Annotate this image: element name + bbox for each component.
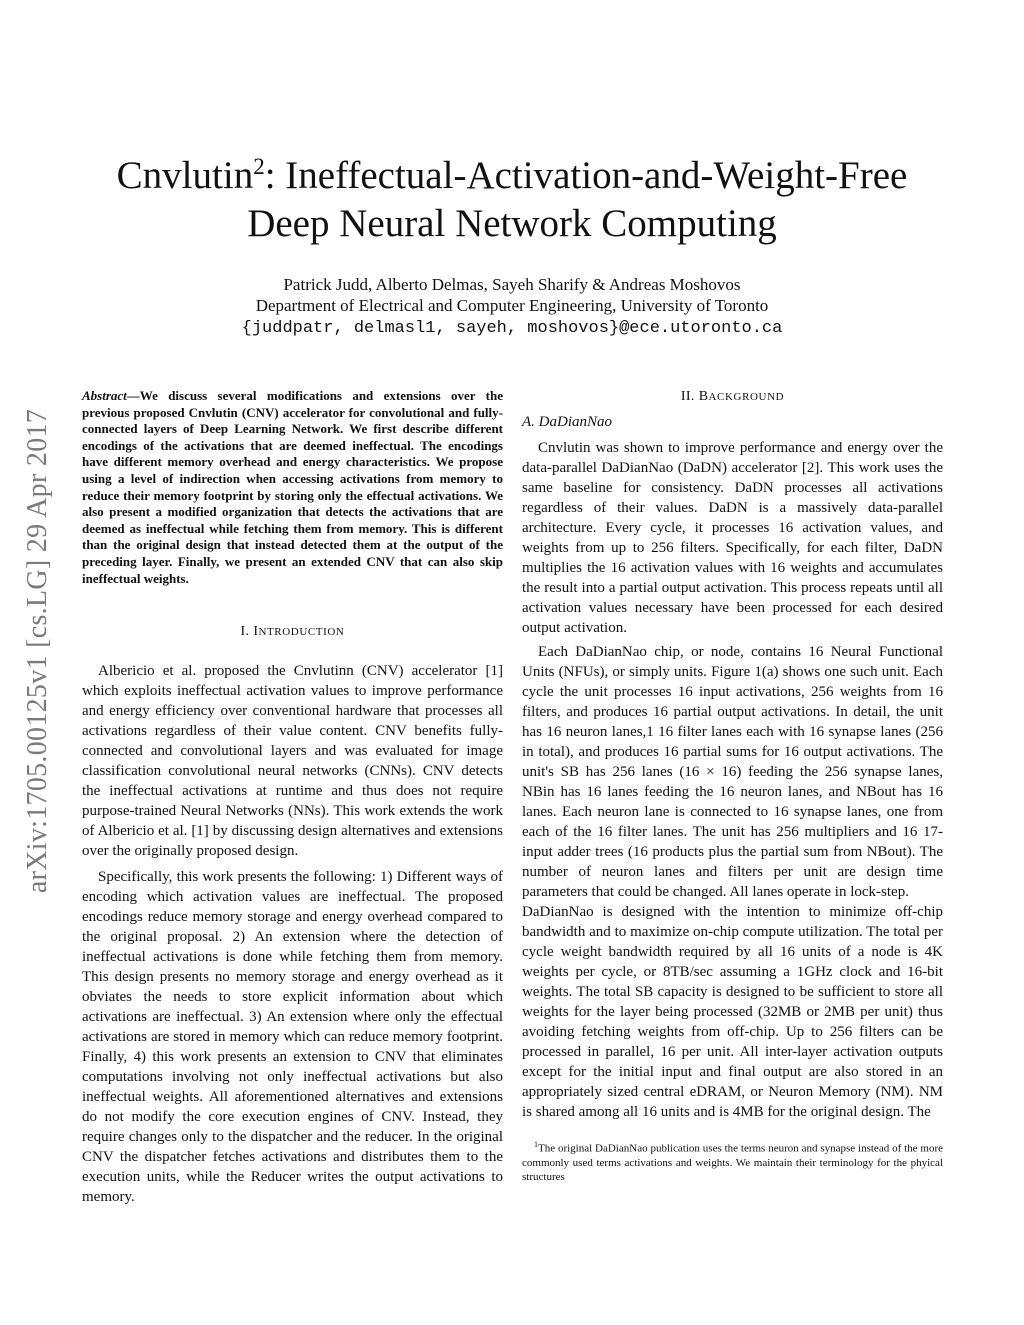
- background-paragraph-2: Each DaDianNao chip, or node, contains 16 Neural Functional Units (NFUs), or simply units. Figure 1(a) shows one such unit. Each cycle the unit processes 16 input activations, 256 weights from 16 filters, and produces 16 partial output activations. In detail, the unit has 16 neuron lanes,1 16 filter lanes each with 16 synapse lanes (256 in total), and produces 16 partial sums for 16 output activations. The unit's SB has 256 lanes (16 × 16) feeding the 256 synapse lanes, NBin has 16 lanes feeding the 16 neuron lanes, and NBout has 16 lanes. Each neuron lane is connected to 16 synapse lanes, one from each of the 16 filter lanes. The unit has 256 multipliers and 16 17-input adder trees (16 products plus the partial sum from NBout). The number of neuron lanes and filters per unit are design time parameters that could be changed. All lanes operate in lock-step.: [522, 644, 943, 900]
- footnote-mark: 1: [534, 1140, 538, 1149]
- intro-paragraph-1: Albericio et al. proposed the Cnvlutinn (CNV) accelerator [1] which exploits ineffectual activation values to improve performance and energy efficiency over conventional hardware that processes all activations regardless of their value content. CNV benefits fully-connected and convolutional layers and was evaluated for image classification convolutional neural networks (CNNs). CNV detects the ineffectual activations at runtime and thus does not require purpose-trained Neural Networks (NNs). This work extends the work of Albericio et al. [1] by discussing design alternatives and extensions over the originally proposed design.: [82, 663, 503, 860]
- author-names: Patrick Judd, Alberto Delmas, Sayeh Sharify & Andreas Moshovos: [283, 275, 741, 294]
- abstract-label: Abstract: [82, 388, 127, 403]
- section-heading-background: II. BACKGROUND: [680, 389, 785, 404]
- abstract: [82, 388, 503, 587]
- author-emails: {juddpatr, delmasl1, sayeh, moshovos}@ece.utoronto.ca: [241, 319, 783, 338]
- author-affiliation: Department of Electrical and Computer Engineering, University of Toronto: [255, 296, 769, 315]
- title-line-1: Cnvlutin$^2$: Ineffectual-Activation-and-Weight-Free: [116, 154, 908, 197]
- footnote-text: The original DaDianNao publication uses the terms neuron and synapse instead of the more commonly used terms activations and weights. We maintain their terminology for the phyical structures: [522, 1142, 943, 1183]
- abstract-text: —We discuss several modifications and extensions over the previous proposed Cnvlutin (CNV) accelerator for convolutional and fully-connected layers of Deep Learning Network. We first describe different encodings of the activations that are deemed ineffectual. The encodings have different memory overhead and energy characteristics. We propose using a level of indirection when accessing activations from memory to reduce their memory footprint by storing only the effectual activations. We also present a modified organization that detects the activations that are deemed as ineffectual while fetching them from memory. This is different than the original design that instead detected them at the output of the preceding layer. Finally, we present an extended CNV that can also skip ineffectual weights.: [82, 388, 503, 586]
- background-paragraph-1: Cnvlutin was shown to improve performance and energy over the data-parallel DaDianNao (DaDN) accelerator [2]. This work uses the same baseline for consistency. DaDN processes all activations regardless of their values. DaDN is a massively data-parallel architecture. Every cycle, it processes 16 activation values, and weights from up to 256 filters. Specifically, for each filter, DaDN multiplies the 16 activation values with 16 weights and accumulates the result into a partial output activation. This process repeats until all activation values necessary have been processed for each desired output activation.: [522, 440, 943, 636]
- paper-title: [0, 152, 1024, 248]
- footnote-1: [522, 1138, 943, 1184]
- intro-paragraph-2: Specifically, this work presents the following: 1) Different ways of encoding which activation values are ineffectual. The proposed encodings reduce memory storage and energy overhead compared to the original proposal. 2) An extension where the detection of ineffectual activations is done while fetching them from memory. This design presents no memory storage and energy overhead as it obviates the needs to store explicit information about which activations are ineffectual. 3) An extension where only the effectual activations are stored in memory which can reduce memory footprint. Finally, 4) this work presents an extension to CNV that eliminates computations involving not only ineffectual activations but also ineffectual weights. All aforementioned alternatives and extensions do not modify the core execution engines of CNV. Instead, they require changes only to the dispatcher and the reducer. In the original CNV the dispatcher fetches activations and distributes them to the execution units, while the Reducer writes the output activations to memory.: [82, 869, 503, 1206]
- author-block: [0, 274, 1024, 339]
- background-paragraph-3: DaDianNao is designed with the intention to minimize off-chip bandwidth and to maximize on-chip compute utilization. The total per cycle weight bandwidth required by all 16 units of a node is 4K weights per cycle, or 8TB/sec assuming a 1GHz clock and 16-bit weights. The total SB capacity is designed to be sufficient to store all weights for the layer being processed (32MB or 2MB per unit) thus avoiding fetching weights from off-chip. Up to 256 filters can be processed in parallel, 16 per unit. All inter-layer activation outputs except for the initial input and final output are also stored in an appropriately sized central eDRAM, or Neuron Memory (NM). NM is shared among all 16 units and is 4MB for the original design. The: [522, 904, 943, 1120]
- arxiv-sidebar-stamp: [14, 356, 62, 946]
- left-column: [82, 388, 503, 1207]
- right-column: [522, 388, 943, 1184]
- arxiv-id: arXiv:1705.00125v1 [cs.LG] 29 Apr 2017: [22, 408, 53, 894]
- title-line-2: Deep Neural Network Computing: [247, 202, 777, 245]
- section-heading-introduction: I. INTRODUCTION: [240, 624, 345, 640]
- subsection-dadiannao: A. DaDianNao: [522, 414, 612, 430]
